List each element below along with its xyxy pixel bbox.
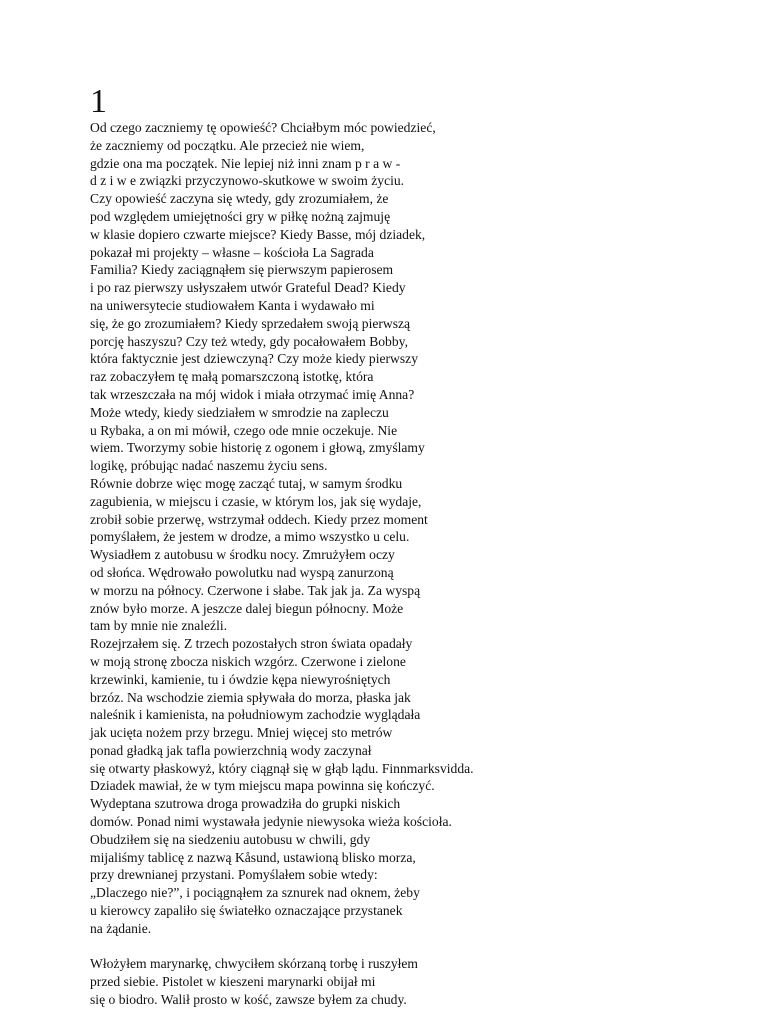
text-line: w klasie dopiero czwarte miejsce? Kiedy Basse, mój dziadek, — [90, 226, 426, 242]
text-line: znów było morze. A jeszcze dalej biegun północny. Może — [90, 600, 404, 616]
text-line: Rozejrzałem się. Z trzech pozostałych stron świata opadały — [90, 636, 413, 652]
text-line: ponad gładką jak tafla powierzchnią wody zaczynał — [90, 742, 372, 758]
text-line: się, że go zrozumiałem? Kiedy sprzedałem swoją pierwszą — [90, 315, 411, 331]
text-line: Familia? Kiedy zaciągnąłem się pierwszym papierosem — [90, 262, 394, 278]
text-line: przed siebie. Pistolet w kieszeni marynarki obijał mi — [90, 974, 376, 990]
text-line: jak ucięta nożem przy brzegu. Mniej więcej sto metrów — [90, 725, 393, 741]
text-line: tak wrzeszczała na mój widok i miała otrzymać imię Anna? — [90, 386, 415, 402]
text-line: pokazał mi projekty – własne – kościoła La Sagrada — [90, 244, 374, 260]
text-line: u Rybaka, a on mi mówił, czego ode mnie oczekuje. Nie — [90, 422, 398, 438]
text-line: porcję haszyszu? Czy też wtedy, gdy pocałowałem Bobby, — [90, 333, 408, 349]
text-line: Wysiadłem z autobusu w środku nocy. Zmrużyłem oczy — [90, 547, 395, 563]
text-line: w moją stronę zbocza niskich wzgórz. Czerwone i zielone — [90, 653, 406, 669]
text-line: przy drewnianej przystani. Pomyślałem sobie wtedy: — [90, 867, 378, 883]
text-line: pod względem umiejętności gry w piłkę nożną zajmuję — [90, 208, 391, 224]
chapter-body — [90, 119, 750, 1009]
paragraph — [90, 119, 750, 938]
text-line: Włożyłem marynarkę, chwyciłem skórzaną torbę i ruszyłem — [90, 956, 419, 972]
text-line: że zaczniemy od początku. Ale przecież nie wiem, — [90, 137, 365, 153]
text-line: zagubienia, w miejscu i czasie, w którym los, jak się wydaje, — [90, 493, 422, 509]
text-line: raz zobaczyłem tę małą pomarszczoną istotkę, która — [90, 369, 374, 385]
text-line: Dziadek mawiał, że w tym miejscu mapa powinna się kończyć. — [90, 778, 435, 794]
text-line: i po raz pierwszy usłyszałem utwór Grateful Dead? Kiedy — [90, 280, 406, 296]
text-line: mijaliśmy tablicę z nazwą Kåsund, ustawioną blisko morza, — [90, 849, 416, 865]
text-line: domów. Ponad nimi wystawała jedynie niewysoka wieża kościoła. — [90, 814, 452, 830]
text-line: w morzu na północy. Czerwone i słabe. Tak jak ja. Za wyspą — [90, 582, 421, 598]
text-line: brzóz. Na wschodzie ziemia spływała do morza, płaska jak — [90, 689, 411, 705]
text-line: d z i w e związki przyczynowo-skutkowe w swoim życiu. — [90, 173, 405, 189]
text-line: się o biodro. Walił prosto w kość, zawsze byłem za chudy. — [90, 992, 407, 1008]
chapter-number: 1 — [90, 83, 107, 120]
paragraph — [90, 955, 750, 1008]
text-line: Równie dobrze więc mogę zacząć tutaj, w samym środku — [90, 475, 403, 491]
text-line: logikę, próbując nadać naszemu życiu sens. — [90, 458, 328, 474]
text-line: na żądanie. — [90, 920, 152, 936]
text-line: zrobił sobie przerwę, wstrzymał oddech. Kiedy przez moment — [90, 511, 428, 527]
text-line: „Dlaczego nie?”, i pociągnąłem za sznurek nad oknem, żeby — [90, 885, 420, 901]
text-line: Czy opowieść zaczyna się wtedy, gdy zrozumiałem, że — [90, 191, 389, 207]
text-line: naleśnik i kamienista, na południowym zachodzie wyglądała — [90, 707, 421, 723]
text-line: się otwarty płaskowyż, który ciągnął się w głąb lądu. Finnmarksvidda. — [90, 760, 474, 776]
text-line: od słońca. Wędrowało powolutku nad wyspą zanurzoną — [90, 564, 394, 580]
text-line: Może wtedy, kiedy siedziałem w smrodzie na zapleczu — [90, 404, 389, 420]
text-line: tam by mnie nie znaleźli. — [90, 618, 228, 634]
text-line: gdzie ona ma początek. Nie lepiej niż inni znam p r a w - — [90, 155, 401, 171]
text-line: krzewinki, kamienie, tu i ówdzie kępa niewyrośniętych — [90, 671, 391, 687]
text-line: u kierowcy zapaliło się światełko oznaczające przystanek — [90, 903, 403, 919]
text-line: pomyślałem, że jestem w drodze, a mimo wszystko u celu. — [90, 529, 410, 545]
text-line: wiem. Tworzymy sobie historię z ogonem i głową, zmyślamy — [90, 440, 425, 456]
text-line: na uniwersytecie studiowałem Kanta i wydawało mi — [90, 297, 375, 313]
text-line: Od czego zaczniemy tę opowieść? Chciałbym móc powiedzieć, — [90, 120, 436, 135]
paragraph-gap — [90, 938, 750, 956]
text-line: Wydeptana szutrowa droga prowadziła do grupki niskich — [90, 796, 401, 812]
text-line: która faktycznie jest dziewczyną? Czy może kiedy pierwszy — [90, 351, 418, 367]
text-line: Obudziłem się na siedzeniu autobusu w chwili, gdy — [90, 831, 371, 847]
